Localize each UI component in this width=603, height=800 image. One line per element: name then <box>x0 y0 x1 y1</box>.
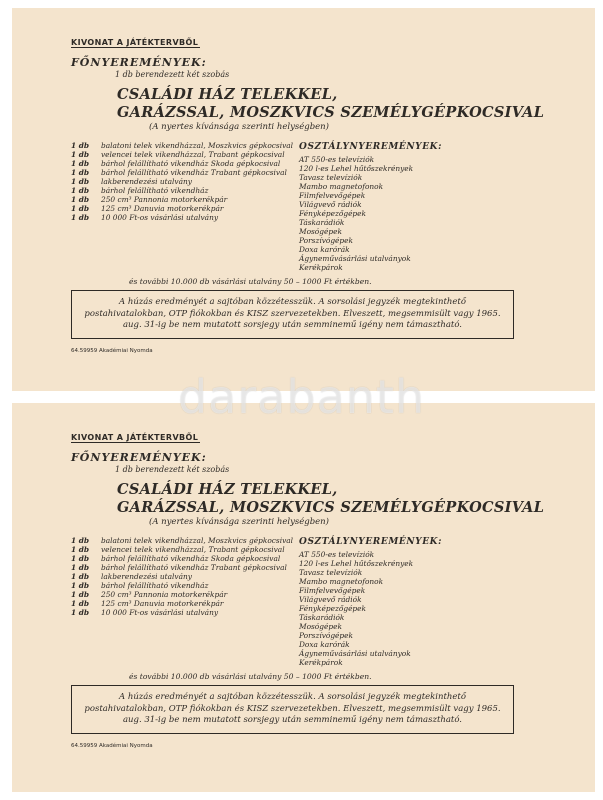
notice-box: A húzás eredményét a sajtóban közzétesszük. A sorsolási jegyzék megtekinthető postahivatalokban, OTP fiókokban és KISZ szervezetekben. Elveszett, megsemmisült vagy 1965. aug. 31-ig be nem mutatott sorsjegy után semminemű igény nem támasztható. <box>71 290 514 339</box>
big-prize-line-2: GARÁZSSAL, MOSZKVICS SZEMÉLYGÉPKOCSIVAL <box>117 104 545 121</box>
one-house-line: 1 db berendezett két szobás <box>115 465 230 474</box>
item-text: lakberendezési utalvány <box>101 177 192 186</box>
class-prize-list <box>299 155 499 272</box>
card-header: KIVONAT A JÁTÉKTERVBŐL <box>71 38 199 47</box>
list-item <box>71 150 296 159</box>
list-item: Táskarádiók <box>299 613 345 622</box>
lottery-card-top <box>12 8 595 391</box>
item-text: lakberendezési utalvány <box>101 572 192 581</box>
list-item: 120 l-es Lehel hűtőszekrények <box>299 559 414 568</box>
list-item: Tavasz televíziók <box>299 173 363 182</box>
item-text: 250 cm³ Pannonia motorkerékpár <box>101 195 228 204</box>
list-item <box>71 186 296 195</box>
item-qty: 1 db <box>71 563 90 572</box>
item-qty: 1 db <box>71 186 90 195</box>
item-text: bárhol felállítható vikendház Skoda gépkocsival <box>101 159 281 168</box>
item-text: velencei telek vikendházzal, Trabant gépkocsival <box>101 150 285 159</box>
item-qty: 1 db <box>71 141 90 150</box>
class-prize-list <box>299 550 499 667</box>
item-qty: 1 db <box>71 608 90 617</box>
extra-vouchers-line: és további 10.000 db vásárlási utalvány 50 – 1000 Ft értékben. <box>129 277 372 286</box>
list-item: Doxa karórák <box>299 245 350 254</box>
main-prize-list <box>71 536 296 617</box>
item-qty: 1 db <box>71 536 90 545</box>
item-qty: 1 db <box>71 150 90 159</box>
item-qty: 1 db <box>71 545 90 554</box>
list-item <box>71 545 296 554</box>
list-item <box>71 608 296 617</box>
item-qty: 1 db <box>71 572 90 581</box>
notice-box: A húzás eredményét a sajtóban közzétesszük. A sorsolási jegyzék megtekinthető postahivatalokban, OTP fiókokban és KISZ szervezetekben. Elveszett, megsemmisült vagy 1965. aug. 31-ig be nem mutatott sorsjegy után semminemű igény nem támasztható. <box>71 685 514 734</box>
item-qty: 1 db <box>71 177 90 186</box>
location-note: (A nyertes kívánsága szerinti helységben) <box>149 517 329 527</box>
list-item <box>71 581 296 590</box>
main-prizes-title: FŐNYEREMÉNYEK: <box>71 451 207 464</box>
list-item: Táskarádiók <box>299 218 345 227</box>
list-item: Ágyneművásárlási utalványok <box>299 649 411 658</box>
list-item <box>71 213 296 222</box>
list-item: Fényképezőgépek <box>299 604 367 613</box>
item-text: balatoni telek vikendházzal, Moszkvics gépkocsival <box>101 141 294 150</box>
list-item: Kerékpárok <box>299 263 343 272</box>
list-item <box>71 536 296 545</box>
big-prize-line-1: CSALÁDI HÁZ TELEKKEL, <box>117 86 338 103</box>
big-prize-line-2: GARÁZSSAL, MOSZKVICS SZEMÉLYGÉPKOCSIVAL <box>117 499 545 516</box>
list-item <box>71 563 296 572</box>
item-text: bárhol felállítható vikendház Skoda gépkocsival <box>101 554 281 563</box>
list-item: Világvevő rádiók <box>299 595 362 604</box>
one-house-line: 1 db berendezett két szobás <box>115 70 230 79</box>
lottery-card-bottom <box>12 403 595 792</box>
item-text: 125 cm³ Danuvia motorkerékpár <box>101 599 224 608</box>
item-qty: 1 db <box>71 195 90 204</box>
class-prizes-title: OSZTÁLYNYEREMÉNYEK: <box>299 537 443 547</box>
list-item: 120 l-es Lehel hűtőszekrények <box>299 164 414 173</box>
list-item: Filmfelvevőgépek <box>299 586 366 595</box>
list-item: Ágyneművásárlási utalványok <box>299 254 411 263</box>
item-qty: 1 db <box>71 581 90 590</box>
item-text: 125 cm³ Danuvia motorkerékpár <box>101 204 224 213</box>
list-item: Tavasz televíziók <box>299 568 363 577</box>
printer-imprint: 64.59959 Akadémiai Nyomda <box>71 743 153 749</box>
list-item: Filmfelvevőgépek <box>299 191 366 200</box>
item-qty: 1 db <box>71 599 90 608</box>
item-text: bárhol felállítható vikendház Trabant gépkocsival <box>101 563 287 572</box>
list-item <box>71 572 296 581</box>
item-qty: 1 db <box>71 213 90 222</box>
printer-imprint: 64.59959 Akadémiai Nyomda <box>71 348 153 354</box>
list-item <box>71 195 296 204</box>
list-item: Mambo magnetofonok <box>299 577 384 586</box>
watermark: darabanth <box>177 370 426 424</box>
item-qty: 1 db <box>71 554 90 563</box>
item-text: 10 000 Ft-os vásárlási utalvány <box>101 213 219 222</box>
location-note: (A nyertes kívánsága szerinti helységben) <box>149 122 329 132</box>
item-text: balatoni telek vikendházzal, Moszkvics gépkocsival <box>101 536 294 545</box>
list-item <box>71 599 296 608</box>
main-prize-list <box>71 141 296 222</box>
list-item <box>71 590 296 599</box>
card-header: KIVONAT A JÁTÉKTERVBŐL <box>71 433 199 442</box>
list-item <box>71 141 296 150</box>
list-item: Porszívógépek <box>299 236 354 245</box>
list-item <box>71 554 296 563</box>
item-qty: 1 db <box>71 204 90 213</box>
class-prizes-title: OSZTÁLYNYEREMÉNYEK: <box>299 142 443 152</box>
list-item: Kerékpárok <box>299 658 343 667</box>
item-text: bárhol felállítható vikendház Trabant gépkocsival <box>101 168 287 177</box>
list-item: Porszívógépek <box>299 631 354 640</box>
extra-vouchers-line: és további 10.000 db vásárlási utalvány 50 – 1000 Ft értékben. <box>129 672 372 681</box>
list-item: Mosógépek <box>299 622 342 631</box>
big-prize-line-1: CSALÁDI HÁZ TELEKKEL, <box>117 481 338 498</box>
list-item: Mosógépek <box>299 227 342 236</box>
item-qty: 1 db <box>71 590 90 599</box>
list-item: AT 550-es televíziók <box>299 550 375 559</box>
item-text: velencei telek vikendházzal, Trabant gépkocsival <box>101 545 285 554</box>
list-item <box>71 177 296 186</box>
list-item <box>71 168 296 177</box>
list-item <box>71 204 296 213</box>
main-prizes-title: FŐNYEREMÉNYEK: <box>71 56 207 69</box>
item-qty: 1 db <box>71 168 90 177</box>
list-item: Világvevő rádiók <box>299 200 362 209</box>
list-item: Doxa karórák <box>299 640 350 649</box>
item-text: bárhol felállítható vikendház <box>101 186 209 195</box>
list-item: Mambo magnetofonok <box>299 182 384 191</box>
item-qty: 1 db <box>71 159 90 168</box>
item-text: bárhol felállítható vikendház <box>101 581 209 590</box>
item-text: 250 cm³ Pannonia motorkerékpár <box>101 590 228 599</box>
list-item: AT 550-es televíziók <box>299 155 375 164</box>
list-item <box>71 159 296 168</box>
item-text: 10 000 Ft-os vásárlási utalvány <box>101 608 219 617</box>
list-item: Fényképezőgépek <box>299 209 367 218</box>
